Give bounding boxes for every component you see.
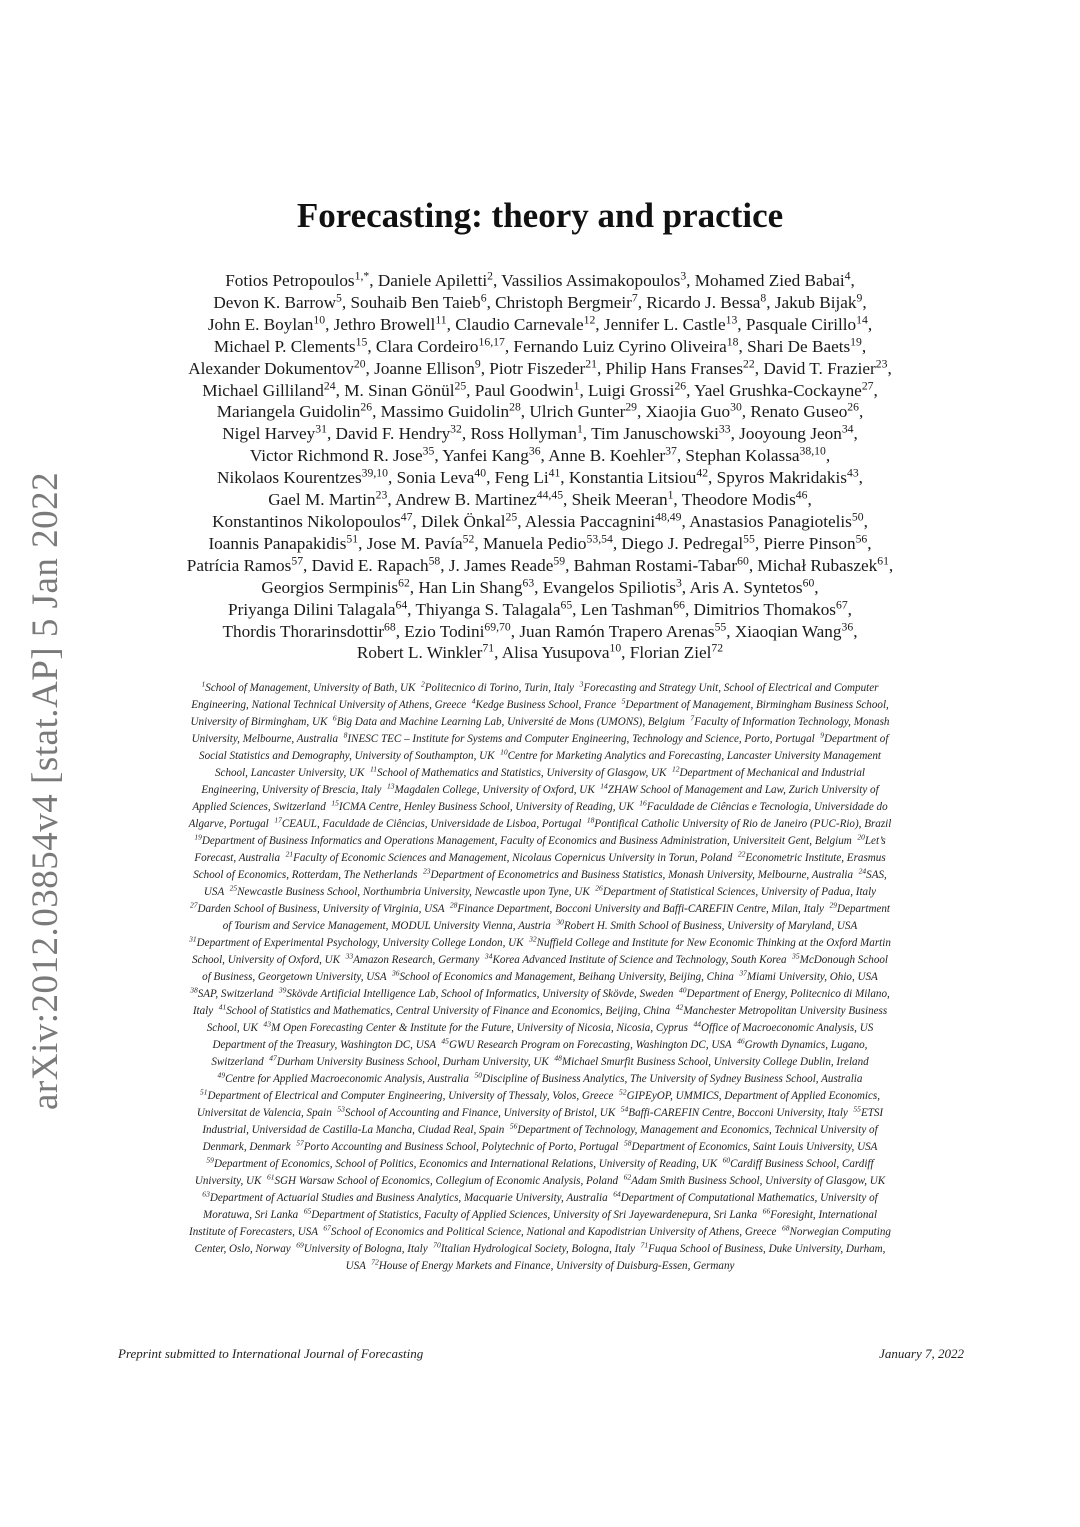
affiliation-line: $^{27}$Darden School of Business, University of Virginia, USA $^{28}$Finance Department, Bocconi University and Baffi-CAREFIN Centre, Milan, Italy $^{29}$Department <box>189 900 891 915</box>
affiliation-line: Algarve, Portugal $^{17}$CEAUL, Faculdade de Ciências, Universidade de Lisboa, Portugal $^{18}$Pontifical Catholic University of Rio de Janeiro (PUC-Rio), Brazil <box>188 815 892 830</box>
affiliation-line: Social Statistics and Demography, University of Southampton, UK $^{10}$Centre for Marketing Analytics and Forecasting, Lancaster University Management <box>199 747 881 762</box>
affiliation-line: $^{19}$Department of Business Informatics and Operations Management, Faculty of Economics and Business Administration, Universiteit Gent, Belgium $^{20}$Let’s <box>194 832 886 847</box>
author-line: Fotios Petropoulos$^{1,*}$, Daniele Apiletti$^2$, Vassilios Assimakopoulos$^3$, Mohamed Zied Babai$^4$, <box>225 269 855 290</box>
affiliation-line: Engineering, University of Brescia, Italy $^{13}$Magdalen College, University of Oxford, UK $^{14}$ZHAW School of Management and Law, Zurich University of <box>201 781 879 796</box>
affiliation-line: Forecast, Australia $^{21}$Faculty of Economic Sciences and Management, Nicolaus Copernicus University in Torun, Poland $^{22}$Econometric Institute, Erasmus <box>194 849 886 864</box>
paper-title: Forecasting: theory and practice <box>296 196 784 235</box>
author-line: Devon K. Barrow$^5$, Souhaib Ben Taieb$^6$, Christoph Bergmeir$^7$, Ricardo J. Bessa$^8$, Jakub Bijak$^9$, <box>213 291 867 312</box>
affiliation-line: $^{51}$Department of Electrical and Computer Engineering, University of Thessaly, Volos, Greece $^{52}$GIPEyOP, UMMICS, Department of Applied Economics, <box>199 1087 881 1102</box>
author-line: Michael Gilliland$^{24}$, M. Sinan Gönül$^{25}$, Paul Goodwin$^1$, Luigi Grossi$^{26}$, Yael Grushka-Cockayne$^{27}$, <box>202 378 878 400</box>
affiliation-line: University, Melbourne, Australia $^8$INESC TEC – Institute for Systems and Computer Engineering, Technology and Science, Porto, Portugal $^9$Department of <box>191 730 889 745</box>
affiliation-line: School, University of Oxford, UK $^{33}$Amazon Research, Germany $^{34}$Korea Advanced Institute of Science and Technology, South Korea $^{35}$McDonough School <box>191 951 889 966</box>
affiliation-line: School of Economics, Rotterdam, The Netherlands $^{23}$Department of Econometrics and Business Statistics, Monash University, Melbourne, Australia $^{24}$SAS, <box>193 866 887 881</box>
author-line: Gael M. Martin$^{23}$, Andrew B. Martinez$^{44,45}$, Sheik Meeran$^1$, Theodore Modis$^{46}$, <box>268 488 812 510</box>
author-line: Georgios Sermpinis$^{62}$, Han Lin Shang$^{63}$, Evangelos Spiliotis$^3$, Aris A. Syntetos$^{60}$, <box>261 575 819 597</box>
author-line: Robert L. Winkler$^{71}$, Alisa Yusupova$^{10}$, Florian Ziel$^{72}$ <box>356 641 724 663</box>
affiliation-list <box>112 680 968 1275</box>
affiliation-line: Industrial, Universidad de Castilla-La Mancha, Ciudad Real, Spain $^{56}$Department of Technology, Management and Economics, Technical University of <box>202 1121 878 1136</box>
preprint-note: Preprint submitted to International Journal of Forecasting <box>118 1346 424 1361</box>
author-line: Michael P. Clements$^{15}$, Clara Cordeiro$^{16,17}$, Fernando Luiz Cyrino Oliveira$^{18}$, Shari De Baets$^{19}$, <box>213 334 867 356</box>
affiliation-line: Department of the Treasury, Washington DC, USA $^{45}$GWU Research Program on Forecasting, Washington DC, USA $^{46}$Growth Dynamics, Lugano, <box>212 1036 868 1051</box>
affiliation-line: Italy $^{41}$School of Statistics and Mathematics, Central University of Finance and Economics, Beijing, China $^{42}$Manchester Metropolitan University Business <box>192 1002 888 1017</box>
author-line: Victor Richmond R. Jose$^{35}$, Yanfei Kang$^{36}$, Anne B. Koehler$^{37}$, Stephan Kolassa$^{38,10}$, <box>249 444 831 466</box>
affiliation-line: $^1$School of Management, University of Bath, UK $^2$Politecnico di Torino, Turin, Italy $^3$Forecasting and Strategy Unit, School of Electrical and Computer <box>201 679 879 694</box>
affiliation-line: Applied Sciences, Switzerland $^{15}$ICMA Centre, Henley Business School, University of Reading, UK $^{16}$Faculdade de Ciências e Tecnologia, Universidade do <box>192 798 888 813</box>
author-line: Patrícia Ramos$^{57}$, David E. Rapach$^{58}$, J. James Reade$^{59}$, Bahman Rostami-Tabar$^{60}$, Michał Rubaszek$^{61}$, <box>186 554 894 575</box>
author-line: Priyanga Dilini Talagala$^{64}$, Thiyanga S. Talagala$^{65}$, Len Tashman$^{66}$, Dimitrios Thomakos$^{67}$, <box>228 597 852 619</box>
affiliation-line: Universitat de Valencia, Spain $^{53}$School of Accounting and Finance, University of Bristol, UK $^{54}$Baffi-CAREFIN Centre, Bocconi University, Italy $^{55}$ETSI <box>196 1104 884 1119</box>
author-line: Alexander Dokumentov$^{20}$, Joanne Ellison$^9$, Piotr Fiszeder$^{21}$, Philip Hans Franses$^{22}$, David T. Frazier$^{23}$, <box>188 356 892 378</box>
affiliation-line: Moratuwa, Sri Lanka $^{65}$Department of Statistics, Faculty of Applied Sciences, University of Sri Jayewardenepura, Sri Lanka $^{66}$Foresight, International <box>202 1206 878 1221</box>
affiliation-line: University of Birmingham, UK $^6$Big Data and Machine Learning Lab, Université de Mons (UMONS), Belgium $^7$Faculty of Information Technology, Monash <box>190 713 890 728</box>
affiliation-line: $^{31}$Department of Experimental Psychology, University College London, UK $^{32}$Nuffield College and Institute for New Economic Thinking at the Oxford Martin <box>189 934 891 949</box>
affiliation-line: University, UK $^{61}$SGH Warsaw School of Economics, Collegium of Economic Analysis, Poland $^{62}$Adam Smith Business School, University of Glasgow, UK <box>194 1172 886 1187</box>
arxiv-identifier-stamp: arXiv:2012.03854v4 [stat.AP] 5 Jan 2022 <box>25 471 66 1110</box>
affiliation-line: School, UK $^{43}$M Open Forecasting Center & Institute for the Future, University of Nicosia, Nicosia, Cyprus $^{44}$Office of Macroeconomic Analysis, US <box>206 1019 874 1034</box>
affiliation-line: $^{59}$Department of Economics, School of Politics, Economics and International Relations, University of Reading, UK $^{60}$Cardiff Business School, Cardiff <box>206 1155 874 1170</box>
affiliation-line: $^{63}$Department of Actuarial Studies and Business Analytics, Macquarie University, Australia $^{64}$Department of Computational Mathematics, University of <box>202 1189 878 1204</box>
affiliation-line: USA $^{25}$Newcastle Business School, Northumbria University, Newcastle upon Tyne, UK $^{26}$Department of Statistical Sciences, University of Padua, Italy <box>203 883 877 898</box>
affiliation-line: $^{49}$Centre for Applied Macroeconomic Analysis, Australia $^{50}$Discipline of Business Analytics, The University of Sydney Business School, Australia <box>217 1070 863 1085</box>
author-list <box>112 270 968 664</box>
affiliation-line: Switzerland $^{47}$Durham University Business School, Durham University, UK $^{48}$Michael Smurfit Business School, University College Dublin, Ireland <box>211 1053 869 1068</box>
affiliation-line: Denmark, Denmark $^{57}$Porto Accounting and Business School, Polytechnic of Porto, Portugal $^{58}$Department of Economics, Saint Louis University, USA <box>202 1138 878 1153</box>
affiliation-line: of Business, Georgetown University, USA $^{36}$School of Economics and Management, Beihang University, Beijing, China $^{37}$Miami University, Ohio, USA <box>202 968 878 983</box>
author-line: John E. Boylan$^{10}$, Jethro Browell$^{11}$, Claudio Carnevale$^{12}$, Jennifer L. Castle$^{13}$, Pasquale Cirillo$^{14}$, <box>207 313 873 334</box>
affiliation-line: Center, Oslo, Norway $^{69}$University of Bologna, Italy $^{70}$Italian Hydrological Society, Bologna, Italy $^{71}$Fuqua School of Business, Duke University, Durham, <box>194 1240 886 1255</box>
author-line: Nikolaos Kourentzes$^{39,10}$, Sonia Leva$^{40}$, Feng Li$^{41}$, Konstantia Litsiou$^{42}$, Spyros Makridakis$^{43}$, <box>217 466 863 488</box>
author-line: Mariangela Guidolin$^{26}$, Massimo Guidolin$^{28}$, Ulrich Gunter$^{29}$, Xiaojia Guo$^{30}$, Renato Guseo$^{26}$, <box>216 400 864 422</box>
author-line: Ioannis Panapakidis$^{51}$, Jose M. Pavía$^{52}$, Manuela Pedio$^{53,54}$, Diego J. Pedregal$^{55}$, Pierre Pinson$^{56}$, <box>208 532 872 553</box>
affiliation-line: USA $^{72}$House of Energy Markets and Finance, University of Duisburg-Essen, Germany <box>345 1257 735 1272</box>
affiliation-line: of Tourism and Service Management, MODUL University Vienna, Austria $^{30}$Robert H. Smith School of Business, University of Maryland, USA <box>222 917 858 932</box>
affiliation-line: School, Lancaster University, UK $^{11}$School of Mathematics and Statistics, University of Glasgow, UK $^{12}$Department of Mechanical and Industrial <box>214 764 865 779</box>
affiliation-line: Engineering, National Technical University of Athens, Greece $^4$Kedge Business School, France $^5$Department of Management, Birmingham Business School, <box>191 696 889 711</box>
author-line: Konstantinos Nikolopoulos$^{47}$, Dilek Önkal$^{25}$, Alessia Paccagnini$^{48,49}$, Anastasios Panagiotelis$^{50}$, <box>212 510 868 531</box>
affiliation-line: Institute of Forecasters, USA $^{67}$School of Economics and Political Science, National and Kapodistrian University of Athens, Greece $^{68}$Norwegian Computing <box>189 1223 891 1238</box>
preprint-date: January 7, 2022 <box>879 1346 964 1361</box>
affiliation-line: $^{38}$SAP, Switzerland $^{39}$Skövde Artificial Intelligence Lab, School of Informatics, University of Skövde, Sweden $^{40}$Department of Energy, Politecnico di Milano, <box>190 985 890 1000</box>
author-line: Thordis Thorarinsdottir$^{68}$, Ezio Todini$^{69,70}$, Juan Ramón Trapero Arenas$^{55}$, Xiaoqian Wang$^{36}$, <box>222 619 858 641</box>
author-line: Nigel Harvey$^{31}$, David F. Hendry$^{32}$, Ross Hollyman$^1$, Tim Januschowski$^{33}$, Jooyoung Jeon$^{34}$, <box>222 422 858 444</box>
